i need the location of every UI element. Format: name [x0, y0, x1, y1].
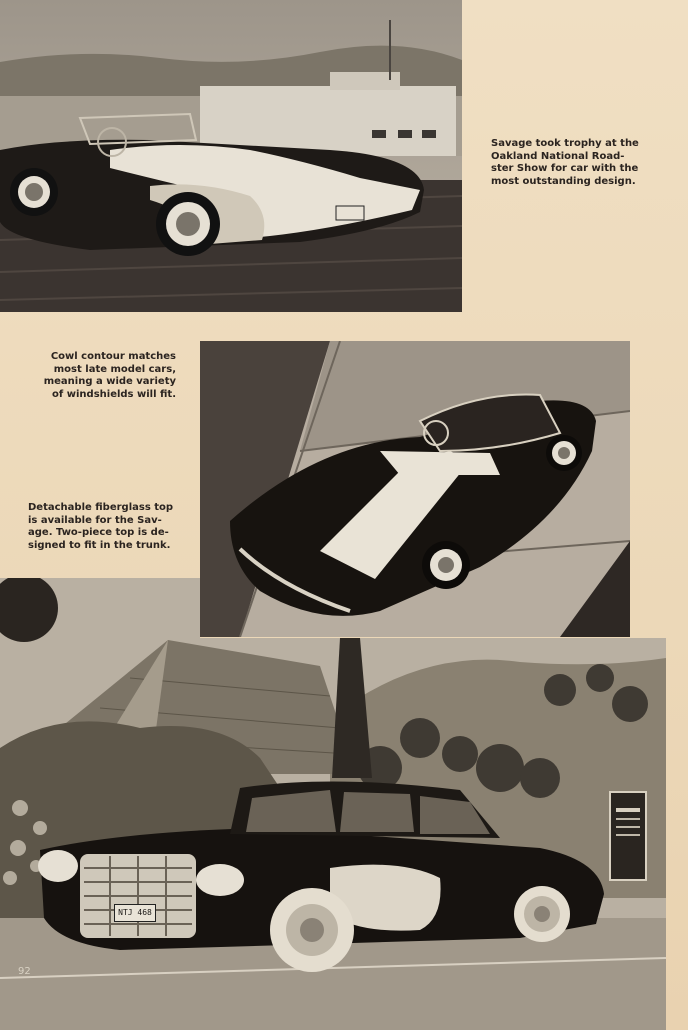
photo-roadster-dock — [0, 0, 462, 312]
caption-trophy: Savage took trophy at the Oakland National Road- ster Show for car with the most outstanding design. — [491, 138, 639, 187]
photo-roadster-overhead — [200, 341, 630, 637]
photo-savage-hardtop — [0, 578, 666, 1030]
page-number: 92 — [18, 966, 31, 977]
license-plate-label: NTJ 468 — [114, 904, 156, 922]
caption-cowl: Cowl contour matches most late model cars, meaning a wide variety of windshields will fit. — [43, 351, 176, 400]
caption-fiberglass-top: Detachable fiberglass top is available for the Sav- age. Two-piece top is de- signed to fit in the trunk. — [28, 502, 174, 551]
